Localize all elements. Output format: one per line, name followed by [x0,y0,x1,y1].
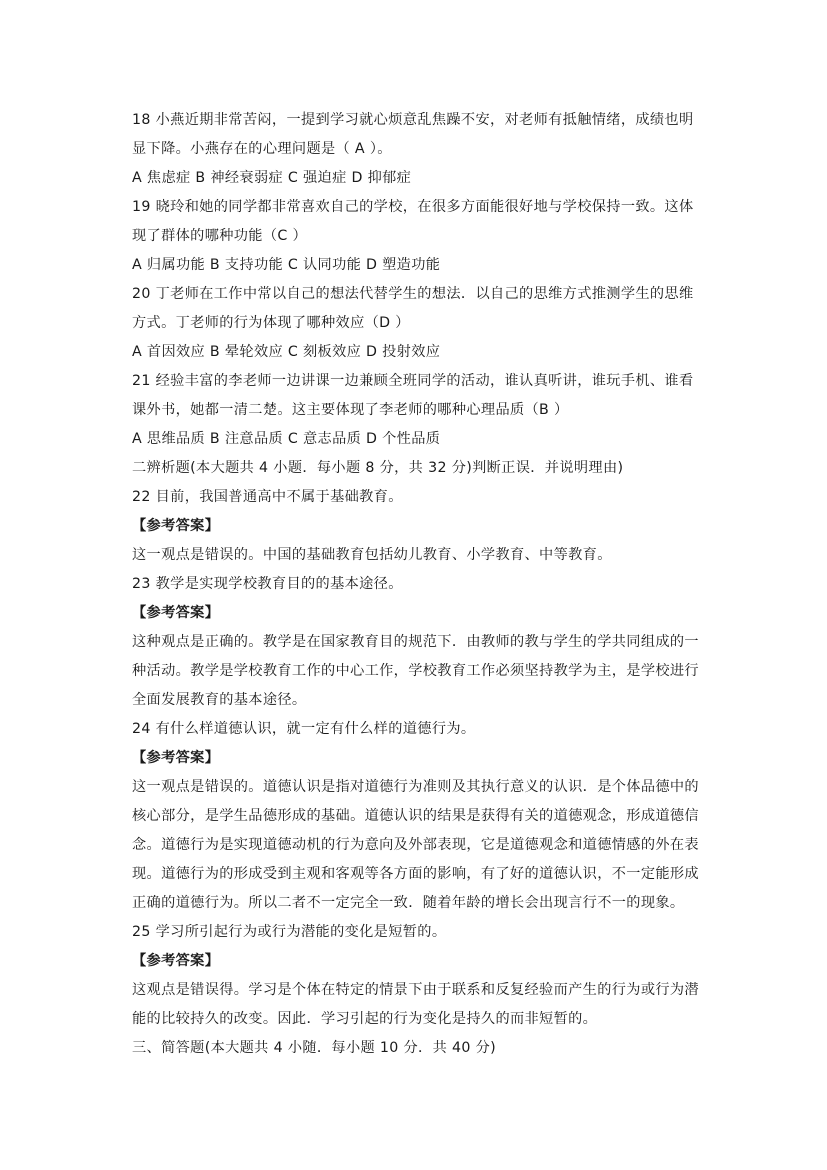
q21-stem-line-2: 课外书，她都一清二楚。这主要体现了李老师的哪种心理品质（B ） [132,402,569,418]
q22-statement: 22 目前，我国普通高中不属于基础教育。 [132,489,403,505]
q18-stem-line-1: 18 小燕近期非常苦闷，一提到学习就心烦意乱焦躁不安，对老师有抵触情绪，成绩也明 [132,112,694,128]
q25-answer-line-2: 能的比较持久的改变。因此．学习引起的行为变化是持久的而非短暂的。 [132,1011,598,1027]
q20-options: A 首因效应 B 晕轮效应 C 刻板效应 D 投射效应 [132,344,441,360]
q24-answer-label: 【参考答案】 [132,750,220,766]
q25-statement: 25 学习所引起行为或行为潜能的变化是短暂的。 [132,924,447,940]
q24-answer-line-2: 核心部分，是学生品德形成的基础。道德认识的结果是获得有关的道德观念，形成道德信 [132,808,699,824]
q19-options: A 归属功能 B 支持功能 C 认同功能 D 塑造功能 [132,257,441,273]
section-2-heading: 二辨析题(本大题共 4 小题．每小题 8 分，共 32 分)判断正误．并说明理由) [132,460,624,476]
q25-answer-line-1: 这观点是错误得。学习是个体在特定的情景下由于联系和反复经验而产生的行为或行为潜 [132,982,699,998]
section-3-heading: 三、简答题(本大题共 4 小随．每小题 10 分．共 40 分) [132,1040,497,1056]
q24-statement: 24 有什么样道德认识，就一定有什么样的道德行为。 [132,721,476,737]
q19-stem-line-2: 现了群体的哪种功能（C ） [132,228,308,244]
q19-stem-line-1: 19 晓玲和她的同学都非常喜欢自己的学校，在很多方面能很好地与学校保持一致。这体 [132,199,694,215]
document-page [132,106,704,1063]
q21-stem-line-1: 21 经验丰富的李老师一边讲课一边兼顾全班同学的活动，谁认真听讲，谁玩手机、谁看 [132,373,694,389]
q20-stem-line-1: 20 丁老师在工作中常以自己的想法代替学生的想法．以自己的思维方式推测学生的思维 [132,286,694,302]
q24-answer-line-5: 正确的道德行为。所以二者不一定完全一致．随着年龄的增长会出现言行不一的现象。 [132,895,685,911]
q18-options: A 焦虑症 B 神经衰弱症 C 强迫症 D 抑郁症 [132,170,412,186]
q24-answer-line-1: 这一观点是错误的。道德认识是指对道德行为准则及其执行意义的认识．是个体品德中的 [132,779,699,795]
q23-answer-line-1: 这种观点是正确的。教学是在国家教育目的规范下．由教师的教与学生的学共同组成的一 [132,634,699,650]
q22-answer-line-1: 这一观点是错误的。中国的基础教育包括幼儿教育、小学教育、中等教育。 [132,547,612,563]
q25-answer-label: 【参考答案】 [132,953,220,969]
q18-stem-line-2: 显下降。小燕存在的心理问题是（ A ）。 [132,141,392,157]
q20-stem-line-2: 方式。丁老师的行为体现了哪种效应（D ） [132,315,410,331]
q23-answer-label: 【参考答案】 [132,605,220,621]
q23-statement: 23 教学是实现学校教育目的的基本途径。 [132,576,403,592]
q23-answer-line-3: 全面发展教育的基本途径。 [132,692,307,708]
q22-answer-label: 【参考答案】 [132,518,220,534]
q23-answer-line-2: 种活动。教学是学校教育工作的中心工作，学校教育工作必须坚持教学为主，是学校进行 [132,663,699,679]
q21-options: A 思维品质 B 注意品质 C 意志品质 D 个性品质 [132,431,441,447]
q24-answer-line-4: 现。道德行为的形成受到主观和客观等各方面的影响，有了好的道德认识，不一定能形成 [132,866,699,882]
q24-answer-line-3: 念。道德行为是实现道德动机的行为意向及外部表现，它是道德观念和道德情感的外在表 [132,837,699,853]
